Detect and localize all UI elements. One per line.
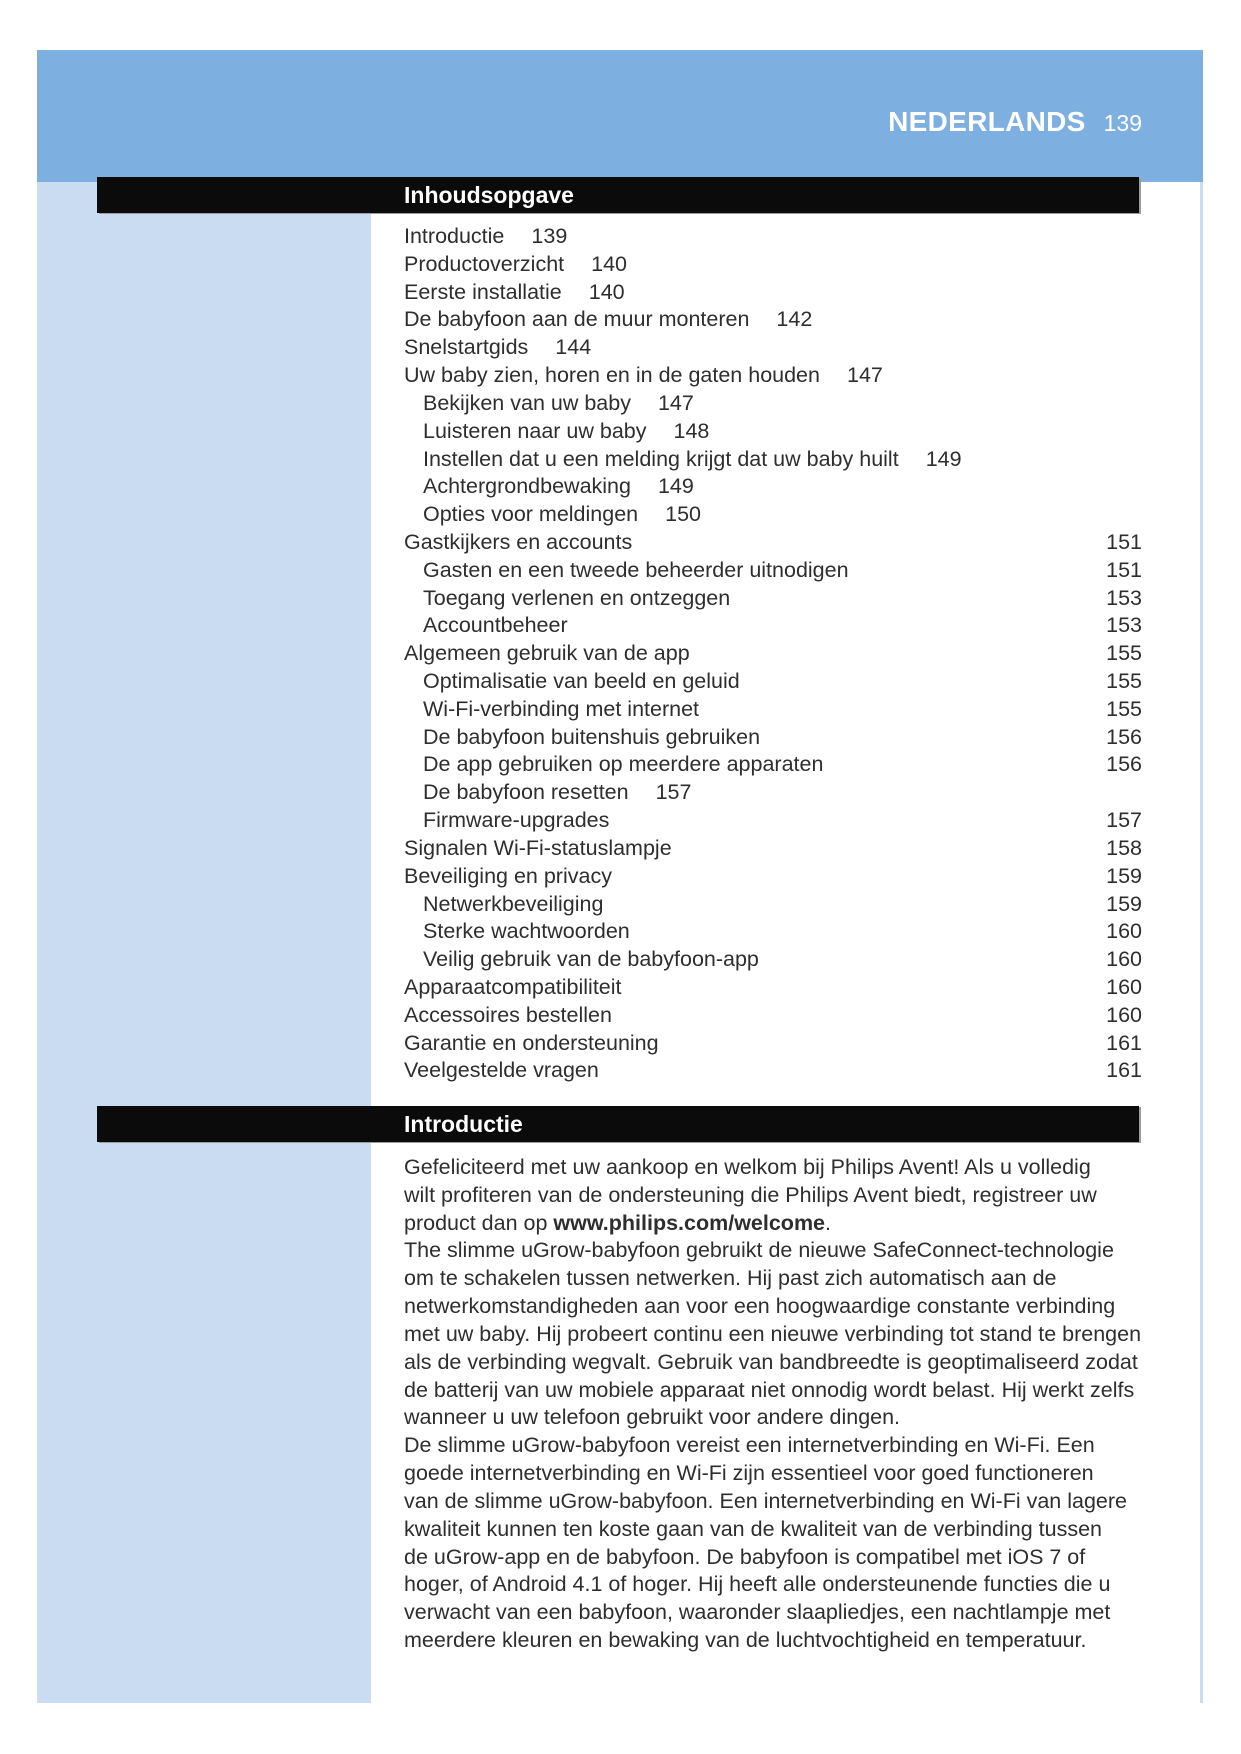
toc-entry-page: 155	[1106, 696, 1142, 721]
toc-subentry	[404, 779, 1142, 807]
toc-entry	[404, 251, 1142, 279]
toc-entry-page: 147	[846, 363, 883, 388]
right-margin-rule	[1200, 182, 1203, 1703]
toc-entry-page: 159	[1106, 863, 1142, 888]
line-text: product dan op	[404, 1210, 554, 1235]
paragraph	[404, 1237, 1141, 1432]
toc-entry-page: 161	[1106, 1030, 1142, 1055]
paragraph-line	[404, 1210, 1141, 1238]
page-header	[888, 104, 1142, 145]
paragraph-line: meerdere kleuren en bewaking van de luchtvochtigheid en temperatuur.	[404, 1628, 1087, 1653]
toc-entry-title: Gasten en een tweede beheerder uitnodigen	[423, 557, 849, 582]
paragraph-line: kwaliteit kunnen ten koste gaan van de kwaliteit van de verbinding tussen	[404, 1516, 1102, 1541]
paragraph-line: goede internetverbinding en Wi-Fi zijn essentieel voor goed functioneren	[404, 1461, 1094, 1486]
toc-entry-title: Uw baby zien, horen en in de gaten houden	[404, 363, 820, 388]
toc-subentry	[404, 418, 1142, 446]
toc-entry-title: Apparaatcompatibiliteit	[404, 974, 622, 999]
paragraph-line: de uGrow-app en de babyfoon. De babyfoon is compatibel met iOS 7 of	[404, 1544, 1086, 1569]
toc-subentry	[404, 946, 1142, 974]
toc-entry-page: 144	[555, 335, 592, 360]
paragraph-line: Gefeliciteerd met uw aankoop en welkom bij Philips Avent! Als u volledig	[404, 1155, 1091, 1179]
paragraph-line: van de slimme uGrow-babyfoon. Een internetverbinding en Wi-Fi van lagere	[404, 1488, 1128, 1513]
paragraph-line: wanneer u uw telefoon gebruikt voor andere dingen.	[404, 1405, 901, 1430]
toc-entry-title: Accountbeheer	[423, 613, 568, 638]
toc-subentry	[404, 585, 1142, 613]
toc-entry-page: 155	[1106, 669, 1142, 693]
paragraph-line: om te schakelen tussen netwerken. Hij past zich automatisch aan de	[404, 1266, 1057, 1291]
toc-entry-title: Garantie en ondersteuning	[404, 1030, 659, 1055]
toc-entry-title: Beveiliging en privacy	[404, 863, 612, 888]
table-of-contents	[404, 223, 1142, 1085]
paragraph	[404, 1154, 1141, 1237]
toc-entry	[404, 835, 1142, 863]
toc-entry-title: Introductie	[404, 224, 505, 248]
toc-entry	[404, 334, 1142, 362]
toc-entry-page: 151	[1106, 529, 1142, 554]
toc-entry	[404, 974, 1142, 1002]
toc-subentry	[404, 724, 1142, 752]
toc-entry-page: 157	[655, 780, 692, 805]
toc-entry-page: 153	[1106, 613, 1142, 638]
paragraph	[404, 1432, 1141, 1655]
toc-subentry	[404, 918, 1142, 946]
toc-entry	[404, 1002, 1142, 1030]
toc-subentry	[404, 473, 1142, 501]
toc-heading-bar	[97, 177, 1139, 213]
toc-entry-title: Wi-Fi-verbinding met internet	[423, 696, 700, 721]
toc-entry-title: Achtergrondbewaking	[423, 474, 631, 499]
toc-subentry	[404, 807, 1142, 835]
toc-subentry	[404, 751, 1142, 779]
paragraph-line: De slimme uGrow-babyfoon vereist een internetverbinding en Wi-Fi. Een	[404, 1433, 1095, 1458]
toc-entry-title: De babyfoon buitenshuis gebruiken	[423, 724, 761, 749]
toc-entry-page: 161	[1106, 1058, 1142, 1083]
toc-entry-title: Algemeen gebruik van de app	[404, 641, 690, 666]
toc-entry-title: De babyfoon aan de muur monteren	[404, 307, 750, 332]
toc-entry-title: De app gebruiken op meerdere apparaten	[423, 752, 824, 777]
toc-entry-page: 157	[1106, 808, 1142, 833]
toc-entry	[404, 279, 1142, 307]
toc-entry-title: Bekijken van uw baby	[423, 390, 631, 415]
intro-heading: Introductie	[404, 1111, 523, 1137]
website-url: www.philips.com/welcome	[553, 1210, 826, 1235]
toc-entry-page: 149	[925, 446, 962, 471]
toc-entry-title: Opties voor meldingen	[423, 502, 639, 527]
toc-entry-page: 151	[1106, 557, 1142, 582]
toc-entry	[404, 529, 1142, 557]
toc-entry-page: 155	[1106, 641, 1142, 666]
language-label: NEDERLANDS	[888, 106, 1086, 137]
toc-entry-title: Signalen Wi-Fi-statuslampje	[404, 835, 672, 860]
toc-entry-page: 160	[1106, 1002, 1142, 1027]
toc-entry-page: 153	[1106, 585, 1142, 610]
toc-entry-title: Sterke wachtwoorden	[423, 919, 630, 944]
toc-entry-title: Firmware-upgrades	[423, 808, 610, 833]
toc-entry-title: Snelstartgids	[404, 335, 529, 360]
toc-entry-title: Optimalisatie van beeld en geluid	[423, 669, 740, 693]
toc-entry-title: Veelgestelde vragen	[404, 1058, 599, 1083]
toc-entry-page: 139	[531, 224, 568, 248]
toc-subentry	[404, 501, 1142, 529]
toc-entry-title: Netwerkbeveiliging	[423, 891, 604, 916]
toc-entry-page: 150	[665, 502, 701, 527]
toc-entry-title: Luisteren naar uw baby	[423, 418, 647, 443]
paragraph-line: wilt profiteren van de ondersteuning die Philips Avent biedt, registreer uw	[404, 1182, 1097, 1207]
toc-entry-title: Gastkijkers en accounts	[404, 529, 633, 554]
toc-subentry	[404, 668, 1142, 696]
line-text: .	[825, 1210, 832, 1235]
toc-entry-page: 140	[591, 251, 628, 276]
toc-entry-page: 160	[1106, 947, 1142, 972]
intro-body	[404, 1154, 1141, 1655]
paragraph-line: de batterij van uw mobiele apparaat niet onnodig wordt belast. Hij werkt zelfs	[404, 1377, 1135, 1402]
paragraph-line: netwerkomstandigheden aan voor een hoogwaardige constante verbinding	[404, 1294, 1116, 1319]
paragraph-line: The slimme uGrow-babyfoon gebruikt de nieuwe SafeConnect-technologie	[404, 1238, 1114, 1263]
toc-entry-title: Productoverzicht	[404, 251, 565, 276]
page-number: 139	[1103, 110, 1142, 136]
toc-subentry	[404, 557, 1142, 585]
toc-entry-page: 160	[1106, 974, 1142, 999]
toc-entry-page: 156	[1106, 724, 1142, 749]
toc-subentry	[404, 696, 1142, 724]
paragraph-line: verwacht van een babyfoon, waaronder slaapliedjes, een nachtlampje met	[404, 1600, 1111, 1625]
toc-entry-title: Eerste installatie	[404, 279, 562, 304]
toc-subentry	[404, 446, 1142, 474]
sidebar-column	[37, 182, 371, 1703]
toc-entry	[404, 306, 1142, 334]
toc-entry-title: Instellen dat u een melding krijgt dat uw baby huilt	[423, 446, 899, 471]
toc-entry-page: 158	[1106, 835, 1142, 860]
toc-entry-page: 156	[1106, 752, 1142, 777]
toc-entry	[404, 362, 1142, 390]
toc-entry	[404, 640, 1142, 668]
toc-entry-page: 142	[776, 307, 813, 332]
toc-entry-page: 148	[673, 418, 710, 443]
toc-entry-page: 159	[1106, 891, 1142, 916]
toc-entry-title: Toegang verlenen en ontzeggen	[423, 585, 731, 610]
toc-entry	[404, 1057, 1142, 1085]
paragraph-line: hoger, of Android 4.1 of hoger. Hij heeft alle ondersteunende functies die u	[404, 1572, 1111, 1597]
toc-heading: Inhoudsopgave	[404, 182, 574, 208]
toc-entry-page: 160	[1106, 919, 1142, 944]
toc-entry-page: 149	[657, 474, 694, 499]
toc-subentry	[404, 612, 1142, 640]
paragraph-line: als de verbinding wegvalt. Gebruik van bandbreedte is geoptimaliseerd zodat	[404, 1349, 1138, 1374]
toc-entry-page: 147	[657, 390, 694, 415]
intro-heading-bar	[97, 1106, 1139, 1142]
toc-entry	[404, 863, 1142, 891]
toc-entry	[404, 223, 1142, 251]
toc-entry-page: 140	[588, 279, 625, 304]
toc-entry-title: Accessoires bestellen	[404, 1002, 612, 1027]
toc-entry	[404, 1030, 1142, 1058]
toc-subentry	[404, 390, 1142, 418]
toc-entry-title: Veilig gebruik van de babyfoon-app	[423, 947, 759, 972]
paragraph-line: met uw baby. Hij probeert continu een nieuwe verbinding tot stand te brengen	[404, 1321, 1142, 1346]
toc-subentry	[404, 891, 1142, 919]
toc-entry-title: De babyfoon resetten	[423, 780, 629, 805]
